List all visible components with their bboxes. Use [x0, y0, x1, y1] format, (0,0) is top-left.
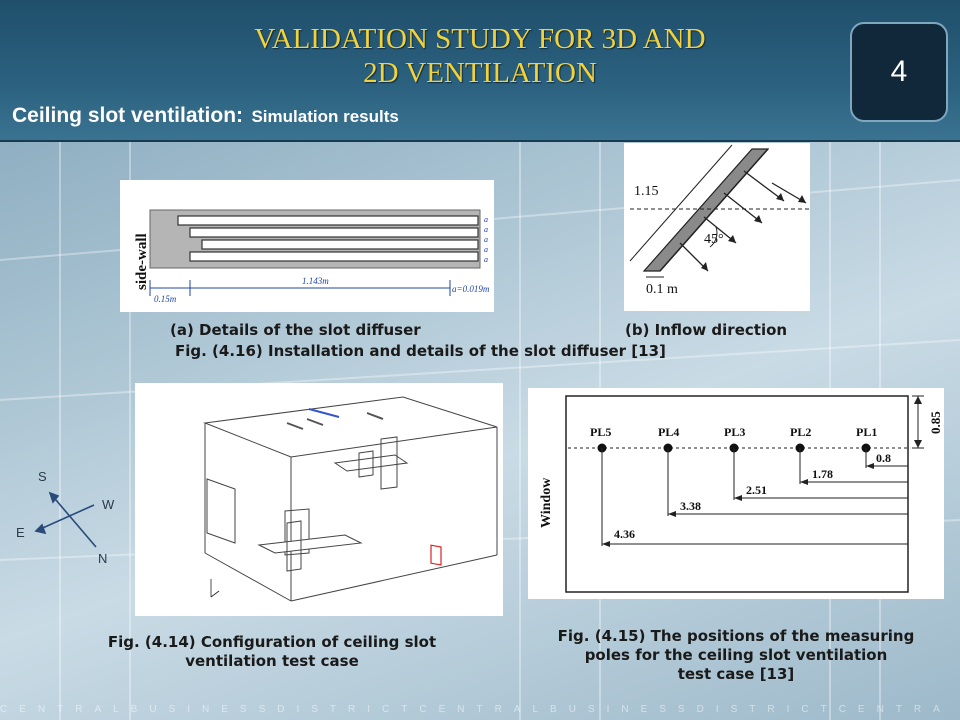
slot-letter: a: [484, 245, 488, 254]
subtitle-sub: Simulation results: [251, 107, 399, 126]
dim-right: a=0.019m: [452, 284, 490, 294]
width-label: 0.1 m: [646, 282, 678, 297]
slot-letter: a: [484, 225, 488, 234]
distance-label: 0.8: [876, 451, 891, 465]
caption-fig-a: (a) Details of the slot diffuser: [170, 321, 421, 339]
title-line-1: VALIDATION STUDY FOR 3D AND: [254, 23, 706, 55]
pole-label-pl3: PL3: [724, 425, 746, 439]
dim-mid: 1.143m: [302, 276, 329, 286]
slide-number-badge: 4: [850, 22, 948, 122]
distance-label: 3.38: [680, 499, 701, 513]
footer-band: CENTRALBUSINESSDISTRICTCENTRALBUSINESSDISTRICTCENTRA: [0, 704, 952, 715]
angle-label: 45°: [704, 232, 724, 247]
slot-letter: a: [484, 215, 488, 224]
top-dim: 0.85: [928, 411, 943, 434]
compass-w: W: [102, 497, 115, 512]
slide-subtitle: [12, 104, 399, 128]
side-wall-label: side-wall: [134, 233, 150, 290]
caption-415-line-3: test case [13]: [677, 665, 795, 683]
window-label: Window: [539, 477, 554, 528]
pole-label-pl4: PL4: [658, 425, 680, 439]
slot-letter: a: [484, 235, 488, 244]
pole-label-pl5: PL5: [590, 425, 612, 439]
compass-s: S: [38, 469, 47, 484]
pole-label-pl2: PL2: [790, 425, 812, 439]
compass-e: E: [16, 525, 25, 540]
subtitle-main: Ceiling slot ventilation:: [12, 104, 244, 127]
distance-label: 1.78: [812, 467, 833, 481]
pole-label-pl1: PL1: [856, 425, 878, 439]
caption-414-line-1: Fig. (4.14) Configuration of ceiling slot: [107, 633, 437, 651]
figure-inflow-direction: [624, 143, 810, 311]
caption-415-line-1: Fig. (4.15) The positions of the measuring: [557, 627, 915, 645]
dim-left: 0.15m: [154, 294, 177, 304]
compass-n: N: [98, 551, 108, 566]
title-line-2: 2D VENTILATION: [363, 57, 597, 89]
caption-415-line-2: poles for the ceiling slot ventilation: [584, 646, 888, 664]
distance-label: 2.51: [746, 483, 767, 497]
header-bar: [0, 0, 960, 142]
figure-3d-test-case: [135, 383, 503, 616]
caption-414-line-2: ventilation test case: [185, 652, 359, 670]
figure-measuring-poles: [528, 388, 944, 599]
compass: [10, 465, 120, 575]
slot-letter: a: [484, 255, 488, 264]
distance-label: 4.36: [614, 527, 635, 541]
caption-fig-b: (b) Inflow direction: [625, 321, 788, 339]
length-label: 1.15: [634, 184, 659, 199]
figure-slot-diffuser-details: [120, 180, 494, 312]
caption-fig-416: Fig. (4.16) Installation and details of the slot diffuser [13]: [175, 342, 666, 360]
caption-fig-414: [92, 633, 452, 671]
caption-fig-415: [526, 627, 946, 684]
slide-title: [0, 22, 960, 90]
